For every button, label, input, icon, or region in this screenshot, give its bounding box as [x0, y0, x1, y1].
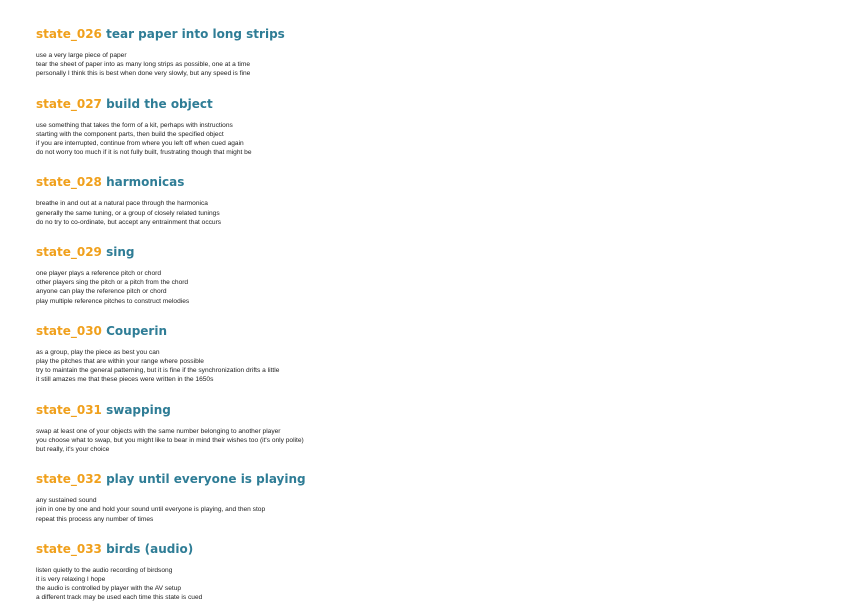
state-instructions: [36, 121, 816, 158]
state-title: play until everyone is playing: [106, 472, 306, 487]
state-030: [36, 323, 816, 385]
instruction-line: you choose what to swap, but you might like to bear in mind their wishes too (it's only polite): [36, 436, 304, 444]
state-heading: [36, 471, 816, 487]
state-instructions: [36, 199, 816, 227]
state-heading: [36, 96, 816, 112]
instruction-line: anyone can play the reference pitch or chord: [36, 288, 167, 296]
state-title: swapping: [106, 402, 171, 417]
instruction-line: as a group, play the piece as best you can: [36, 348, 160, 356]
instruction-line: generally the same tuning, or a group of closely related tunings: [36, 209, 220, 217]
instruction-line: any sustained sound: [36, 497, 97, 505]
instruction-line: the audio is controlled by player with the AV setup: [36, 585, 182, 593]
instruction-line: it still amazes me that these pieces were written in the 1650s: [36, 376, 214, 384]
instruction-line: if you are interrupted, continue from where you left off when cued again: [36, 140, 244, 148]
instruction-line: do not worry too much if it is not fully built, frustrating though that might be: [36, 149, 252, 157]
state-id: state_031: [36, 402, 102, 417]
instruction-line: try to maintain the general patterning, but it is fine if the synchronization drifts a little: [36, 367, 280, 375]
state-title: harmonicas: [106, 175, 185, 190]
instruction-line: a different track may be used each time this state is cued: [36, 594, 203, 602]
state-title: birds (audio): [106, 541, 194, 556]
state-id: state_028: [36, 175, 102, 190]
state-title: tear paper into long strips: [106, 27, 285, 41]
state-title: Couperin: [106, 323, 167, 338]
instruction-line: use a very large piece of paper: [36, 52, 127, 59]
state-heading: [36, 174, 816, 190]
instruction-line: starting with the component parts, then build the specified object: [36, 130, 224, 138]
state-026: [36, 26, 816, 79]
state-027: [36, 96, 816, 158]
instruction-line: breathe in and out at a natural pace through the harmonica: [36, 200, 208, 208]
state-id: state_033: [36, 541, 102, 556]
score-page: [36, 26, 816, 603]
state-title: build the object: [106, 96, 213, 111]
instruction-line: use something that takes the form of a kit, perhaps with instructions: [36, 121, 233, 129]
state-id: state_026: [36, 27, 102, 41]
state-032: [36, 471, 816, 524]
state-instructions: [36, 566, 816, 603]
state-heading: [36, 402, 816, 418]
instruction-line: one player plays a reference pitch or chord: [36, 270, 161, 278]
state-033: [36, 541, 816, 603]
state-heading: [36, 541, 816, 557]
instruction-line: join in one by one and hold your sound until everyone is playing, and then stop: [36, 506, 266, 514]
state-id: state_032: [36, 472, 102, 487]
instruction-line: play the pitches that are within your range where possible: [36, 358, 204, 366]
instruction-line: other players sing the pitch or a pitch from the chord: [36, 279, 189, 287]
instruction-line: play multiple reference pitches to construct melodies: [36, 297, 190, 305]
state-instructions: [36, 348, 816, 385]
state-instructions: [36, 51, 816, 79]
state-instructions: [36, 269, 816, 306]
state-title: sing: [106, 245, 135, 260]
state-heading: [36, 26, 816, 42]
instruction-line: do no try to co-ordinate, but accept any entrainment that occurs: [36, 218, 222, 226]
state-031: [36, 402, 816, 455]
state-heading: [36, 323, 816, 339]
instruction-line: but really, it's your choice: [36, 446, 110, 454]
instruction-line: it is very relaxing I hope: [36, 576, 106, 584]
state-029: [36, 244, 816, 306]
instruction-line: listen quietly to the audio recording of birdsong: [36, 566, 173, 574]
instruction-line: repeat this process any number of times: [36, 515, 154, 523]
instruction-line: personally I think this is best when done very slowly, but any speed is fine: [36, 70, 251, 78]
state-heading: [36, 244, 816, 260]
state-id: state_030: [36, 323, 102, 338]
state-id: state_029: [36, 245, 102, 260]
state-028: [36, 174, 816, 227]
state-instructions: [36, 427, 816, 455]
instruction-line: swap at least one of your objects with the same number belonging to another player: [36, 427, 281, 435]
state-id: state_027: [36, 96, 102, 111]
state-instructions: [36, 496, 816, 524]
instruction-line: tear the sheet of paper into as many long strips as possible, one at a time: [36, 61, 251, 69]
